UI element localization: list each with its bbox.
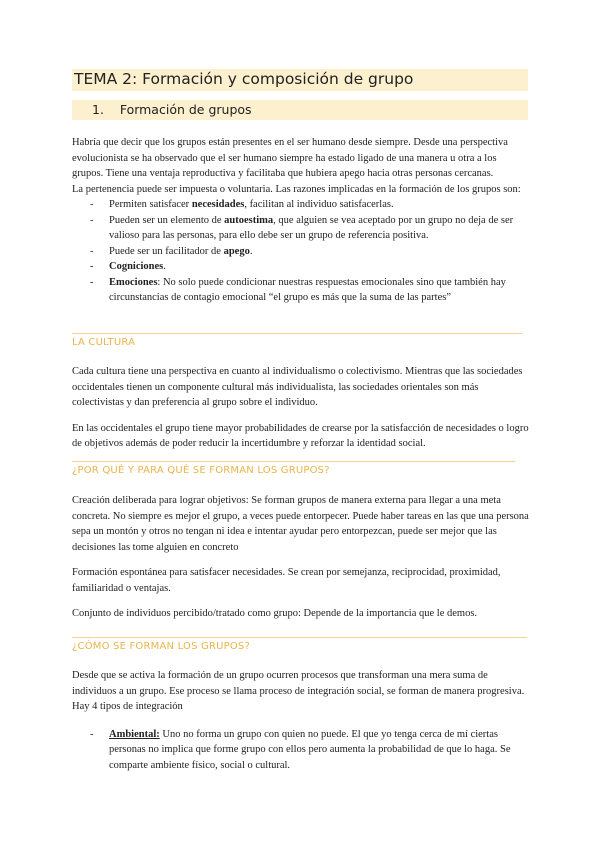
section-heading-como: ¿CÓMO SE FORMAN LOS GRUPOS? xyxy=(72,641,250,652)
reasons-list xyxy=(72,197,530,306)
page-title: TEMA 2: Formación y composición de grupo xyxy=(74,70,414,88)
title-banner xyxy=(72,69,528,91)
list-item: - Ambiental: Uno no forma un grupo con quien no puede. El que yo tenga cerca de mí ciertas personas no implica que forme grupo con ellos pero aumenta la probabilidad de que lo haga. Se comparte ambiente físico, social o cultural. xyxy=(72,727,530,774)
section-heading-cultura: LA CULTURA xyxy=(72,337,136,348)
integration-list xyxy=(72,727,530,774)
section-divider xyxy=(72,333,522,334)
como-block xyxy=(72,668,530,773)
section-heading-porque: ¿POR QUÉ Y PARA QUÉ SE FORMAN LOS GRUPOS? xyxy=(72,465,330,476)
subtitle-banner xyxy=(72,100,528,120)
intro-paragraph: Habría que decir que los grupos están presentes en el ser humano desde siempre. Desde una perspectiva evolucionista se ha observado que el ser humano siempre ha estado ligado de una manera u otra a los grupos. Tiene una ventaja reproductiva y facilitaba que hubiera apego hacia otras personas cercanas. xyxy=(72,137,508,179)
cultura-block xyxy=(72,364,530,452)
paragraph: Creación deliberada para lograr objetivos: Se forman grupos de manera externa para llegar a una meta concreta. No siempre es mejor el grupo, a veces puede entorpecer. Puede haber tareas en las que una persona sepa un montón y otros no tengan ni idea e intentar ayudar pero entorpezcan, puede ser mejor que las decisiones las tome alguien en concreto xyxy=(72,495,529,553)
list-item: - Permiten satisfacer necesidades, facilitan al individuo satisfacerlas. xyxy=(72,197,530,213)
intro-block xyxy=(72,135,530,306)
list-item: - Cogniciones. xyxy=(72,259,530,275)
paragraph: Formación espontánea para satisfacer necesidades. Se crean por semejanza, reciprocidad, proximidad, familiaridad o ventajas. xyxy=(72,567,501,594)
paragraph: Desde que se activa la formación de un grupo ocurren procesos que transforman una mera suma de individuos a un grupo. Ese proceso se llama proceso de integración social, se forman de manera progresiva. Hay 4 tipos de integración xyxy=(72,670,525,712)
porque-block xyxy=(72,493,530,622)
list-item: - Puede ser un facilitador de apego. xyxy=(72,244,530,260)
paragraph: Cada cultura tiene una perspectiva en cuanto al individualismo o colectivismo. Mientras que las sociedades occidentales tienen un componente cultural más individualista, las sociedades orientales son más colectivistas y dan preferencia al grupo sobre el individuo. xyxy=(72,366,523,408)
section-divider xyxy=(72,461,515,462)
reasons-paragraph: La pertenencia puede ser impuesta o voluntaria. Las razones implicadas en la formación de los grupos son: xyxy=(72,183,521,195)
section-divider xyxy=(72,637,527,638)
list-item: - Emociones: No solo puede condicionar nuestras respuestas emocionales sino que también hay circunstancias de contagio emocional “el grupo es más que la suma de las partes” xyxy=(72,275,530,306)
paragraph: Conjunto de individuos percibido/tratado como grupo: Depende de la importancia que le demos. xyxy=(72,608,478,619)
section-title: 1. Formación de grupos xyxy=(92,102,252,117)
list-item: - Pueden ser un elemento de autoestima, que alguien se vea aceptado por un grupo no deja de ser valioso para las personas, para ello debe ser un grupo de referencia positiva. xyxy=(72,213,530,244)
paragraph: En las occidentales el grupo tiene mayor probabilidades de crearse por la satisfacción de necesidades o logro de objetivos además de poder reducir la incertidumbre y reforzar la identidad social. xyxy=(72,422,529,449)
